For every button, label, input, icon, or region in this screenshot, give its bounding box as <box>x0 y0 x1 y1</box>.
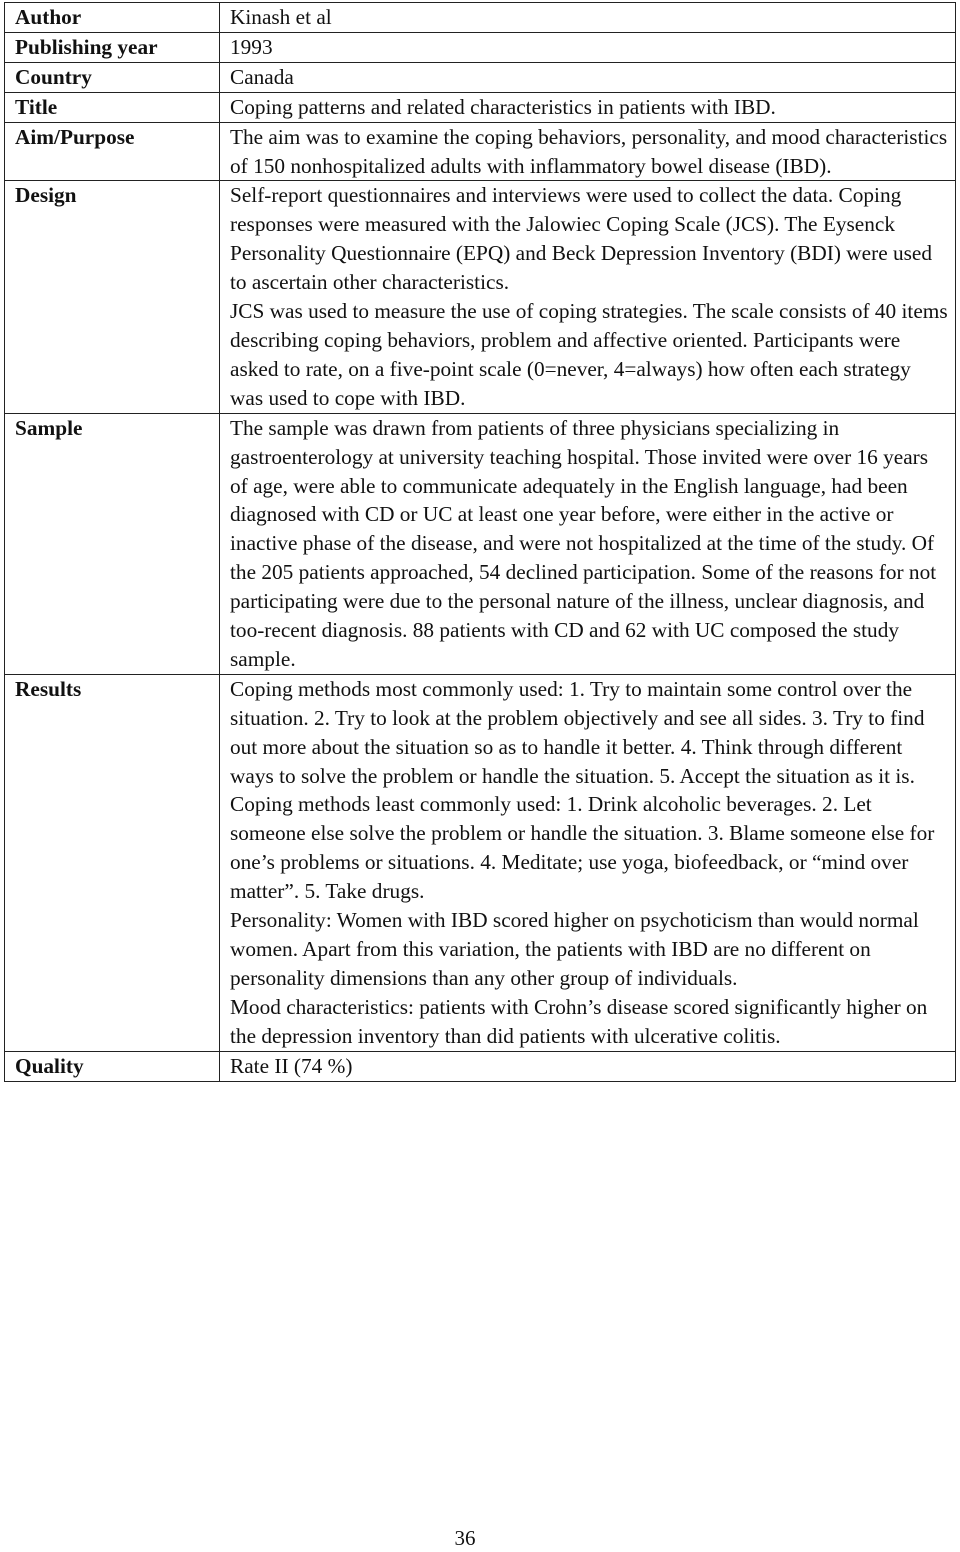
study-table-body <box>5 3 956 1082</box>
row-label: Aim/Purpose <box>5 122 220 181</box>
row-value <box>220 122 956 181</box>
row-label: Author <box>5 3 220 33</box>
row-value <box>220 413 956 674</box>
row-label: Title <box>5 92 220 122</box>
table-row <box>5 1051 956 1081</box>
table-row <box>5 3 956 33</box>
value-paragraph: Coping methods most commonly used: 1. Try to maintain some control over the situation. 2. Try to look at the problem objectively and see all sides. 3. Try to find out more about the situation so as to handle it better. 4. Think through different ways to solve the problem or handle the situation. 5. Accept the situation as it is. <box>230 676 925 788</box>
page-number: 36 <box>454 1526 476 1550</box>
row-value <box>220 3 956 33</box>
row-value <box>220 1051 956 1081</box>
row-value <box>220 181 956 413</box>
table-row <box>5 62 956 92</box>
value-paragraph: Self-report questionnaires and interviews were used to collect the data. Coping responses were measured with the Jalowiec Coping Scale (JCS). The Eysenck Personality Questionnaire (EPQ) and Beck Depression Inventory (BDI) were used to ascertain other characteristics. <box>230 183 933 295</box>
row-value <box>220 674 956 1051</box>
table-row <box>5 122 956 181</box>
row-label: Design <box>5 181 220 413</box>
value-paragraph: Rate II (74 %) <box>230 1053 353 1078</box>
row-label: Results <box>5 674 220 1051</box>
value-paragraph: The aim was to examine the coping behaviors, personality, and mood characteristics of 150 nonhospitalized adults with inflammatory bowel disease (IBD). <box>230 124 948 178</box>
value-paragraph: Coping methods least commonly used: 1. Drink alcoholic beverages. 2. Let someone else solve the problem or handle the situation. 3. Blame someone else for one’s problems or situations. 4. Meditate; use yoga, biofeedback, or “mind over matter”. 5. Take drugs. <box>230 792 935 904</box>
row-value <box>220 92 956 122</box>
study-summary-table <box>4 2 956 1082</box>
value-paragraph: 1993 <box>230 34 273 59</box>
table-row <box>5 92 956 122</box>
row-label: Publishing year <box>5 32 220 62</box>
table-row <box>5 413 956 674</box>
row-value <box>220 62 956 92</box>
table-row <box>5 181 956 413</box>
value-paragraph: Canada <box>230 64 294 89</box>
value-paragraph: Kinash et al <box>230 5 332 29</box>
row-label: Country <box>5 62 220 92</box>
row-value <box>220 32 956 62</box>
row-label: Quality <box>5 1051 220 1081</box>
value-paragraph: Coping patterns and related characteristics in patients with IBD. <box>230 94 776 119</box>
value-paragraph: Mood characteristics: patients with Crohn’s disease scored significantly higher on the depression inventory than did patients with ulcerative colitis. <box>230 994 928 1048</box>
value-paragraph: The sample was drawn from patients of three physicians specializing in gastroenterology at university teaching hospital. Those invited were over 16 years of age, were able to communicate adequately in the English language, had been diagnosed with CD or UC at least one year before, were either in the active or inactive phase of the disease, and were not hospitalized at the time of the study. Of the 205 patients approached, 54 declined participation. Some of the reasons for not participating were due to the personal nature of the illness, unclear diagnosis, and too-recent diagnosis. 88 patients with CD and 62 with UC composed the study sample. <box>230 415 937 671</box>
table-row <box>5 674 956 1051</box>
row-label: Sample <box>5 413 220 674</box>
table-row <box>5 32 956 62</box>
value-paragraph: JCS was used to measure the use of coping strategies. The scale consists of 40 items describing coping behaviors, problem and affective oriented. Participants were asked to rate, on a five-point scale (0=never, 4=always) how often each strategy was used to cope with IBD. <box>230 299 948 410</box>
value-paragraph: Personality: Women with IBD scored higher on psychoticism than would normal women. Apart from this variation, the patients with IBD are no different on personality dimensions than any other group of individuals. <box>230 908 919 990</box>
